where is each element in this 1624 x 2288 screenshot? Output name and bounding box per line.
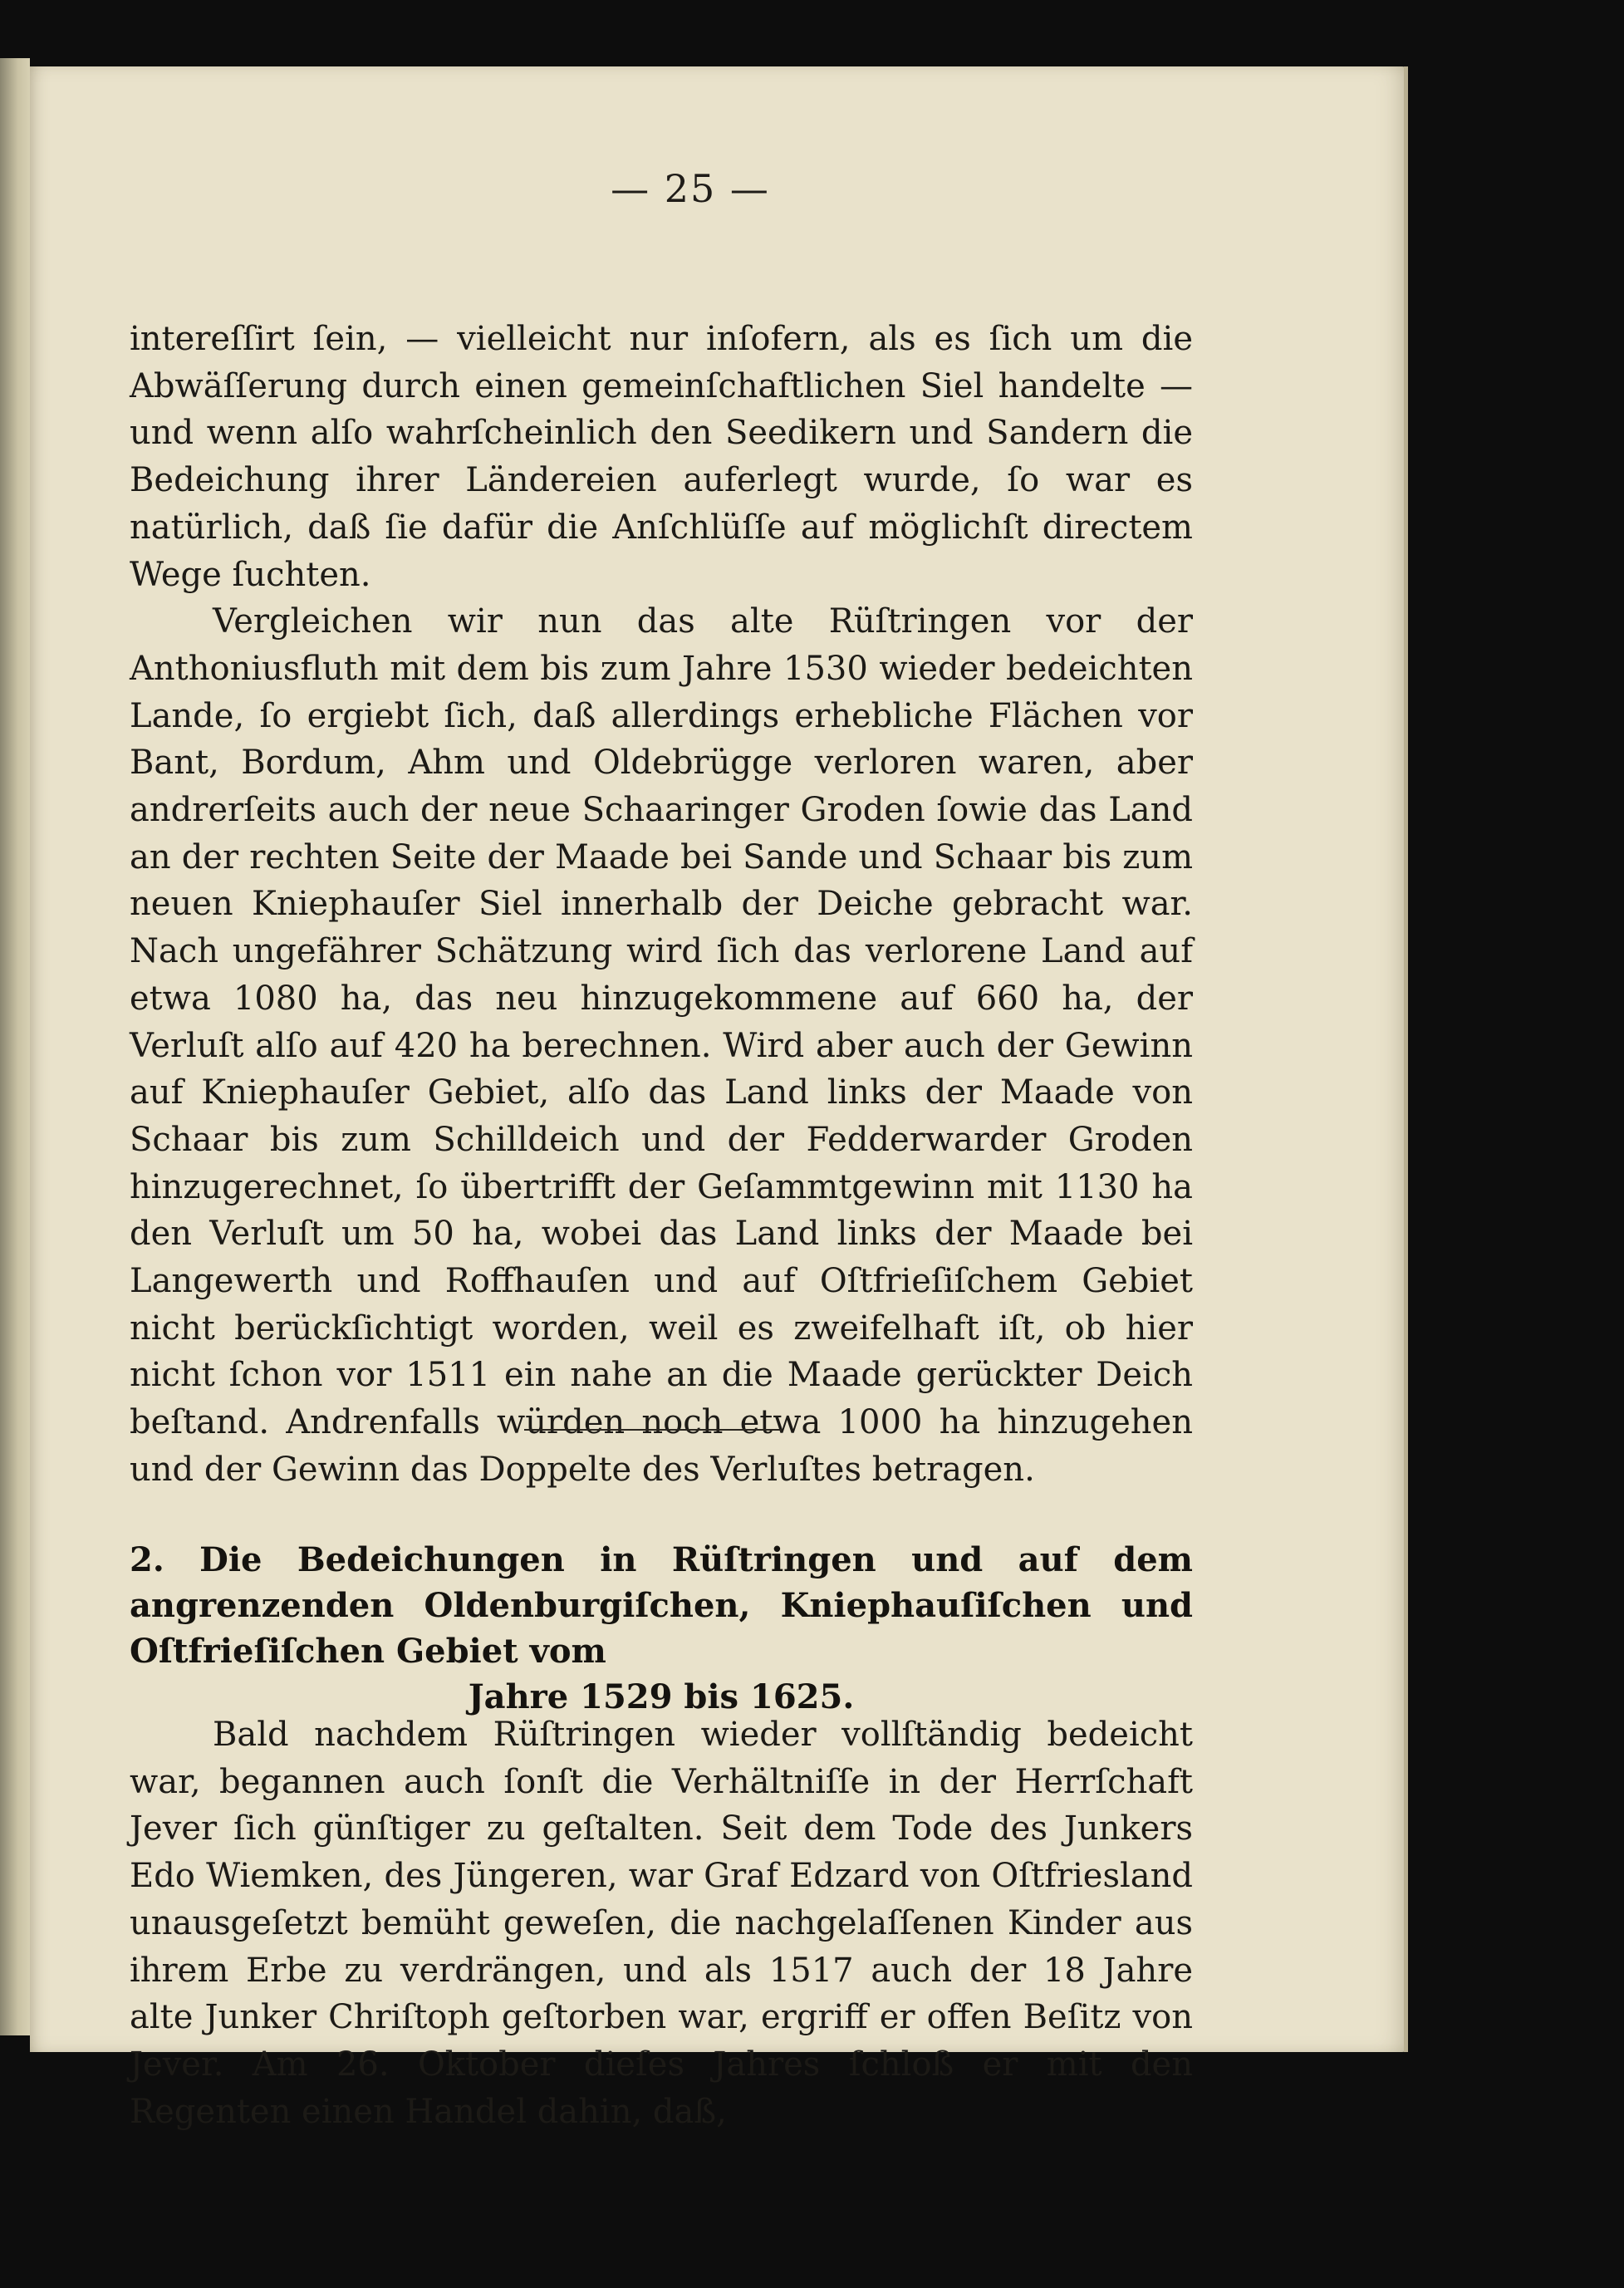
previous-page-edge bbox=[0, 58, 30, 2035]
body-text-lower bbox=[130, 1711, 1193, 2135]
page-number: — 25 — bbox=[611, 166, 770, 211]
paragraph: intereſſirt ſein, — vielleicht nur inſofern, als es ſich um die Abwäſſerung durch einen gemeinſchaftlichen Siel handelte — und wenn alſo wahrſcheinlich den Seedikern und Sandern die Bedeichung ihrer Ländereien auferlegt wurde, ſo war es natürlich, daß ſie dafür die Anſchlüſſe auf möglichſt directem Wege ſuchten. bbox=[130, 320, 1193, 594]
book-page bbox=[30, 66, 1407, 2131]
page-right-edge bbox=[1404, 66, 1408, 2052]
section-heading-main: 2. Die Bedeichungen in Rüſtringen und auf dem angrenzenden Oldenburgiſchen, Kniephauſiſchen und Oſtfrieſiſchen Gebiet vom bbox=[130, 1540, 1193, 1671]
section-heading-last-line: Jahre 1529 bis 1625. bbox=[468, 1677, 855, 1716]
section-heading bbox=[130, 1537, 1193, 1720]
paragraph: Vergleichen wir nun das alte Rüſtringen vor der Anthoniusfluth mit dem bis zum Jahre 1530 wieder bedeichten Lande, ſo ergiebt ſich, daß allerdings erhebliche Flächen vor Bant, Bordum, Ahm und Oldebrügge verloren waren, aber andrerſeits auch der neue Schaaringer Groden ſowie das Land an der rechten Seite der Maade bei Sande und Schaar bis zum neuen Kniephauſer Siel innerhalb der Deiche gebracht war. Nach ungefährer Schätzung wird ſich das verlorene Land auf etwa 1080 ha, das neu hinzugekommene auf 660 ha, der Verluſt alſo auf 420 ha berechnen. Wird aber auch der Gewinn auf Kniephauſer Gebiet, alſo das Land links der Maade von Schaar bis zum Schilldeich und der Fedderwarder Groden hinzugerechnet, ſo übertrifft der Geſammtgewinn mit 1130 ha den Verluſt um 50 ha, wobei das Land links der Maade bei Langewerth und Roffhauſen und auf Oſtfrieſiſchem Gebiet nicht berückſichtigt worden, weil es zweifelhaft iſt, ob hier nicht ſchon vor 1511 ein nahe an die Maade gerückter Deich beſtand. Andrenfalls würden noch etwa 1000 ha hinzugehen und der Gewinn das Doppelte des Verluſtes betragen. bbox=[130, 602, 1193, 1489]
paragraph: Bald nachdem Rüſtringen wieder vollſtändig bedeicht war, begannen auch ſonſt die Verhältniſſe in der Herrſchaft Jever ſich günſtiger zu geſtalten. Seit dem Tode des Junkers Edo Wiemken, des Jüngeren, war Graf Edzard von Oſtfriesland unausgeſetzt bemüht geweſen, die nachgelaſſenen Kinder aus ihrem Erbe zu verdrängen, und als 1517 auch der 18 Jahre alte Junker Chriſtoph geſtorben war, ergriff er offen Beſitz von Jever. Am 26. Oktober dieſes Jahres ſchloß er mit den Regenten einen Handel dahin, daß, bbox=[130, 1716, 1193, 2131]
body-text-upper bbox=[130, 316, 1193, 1494]
section-divider bbox=[524, 1429, 782, 1431]
